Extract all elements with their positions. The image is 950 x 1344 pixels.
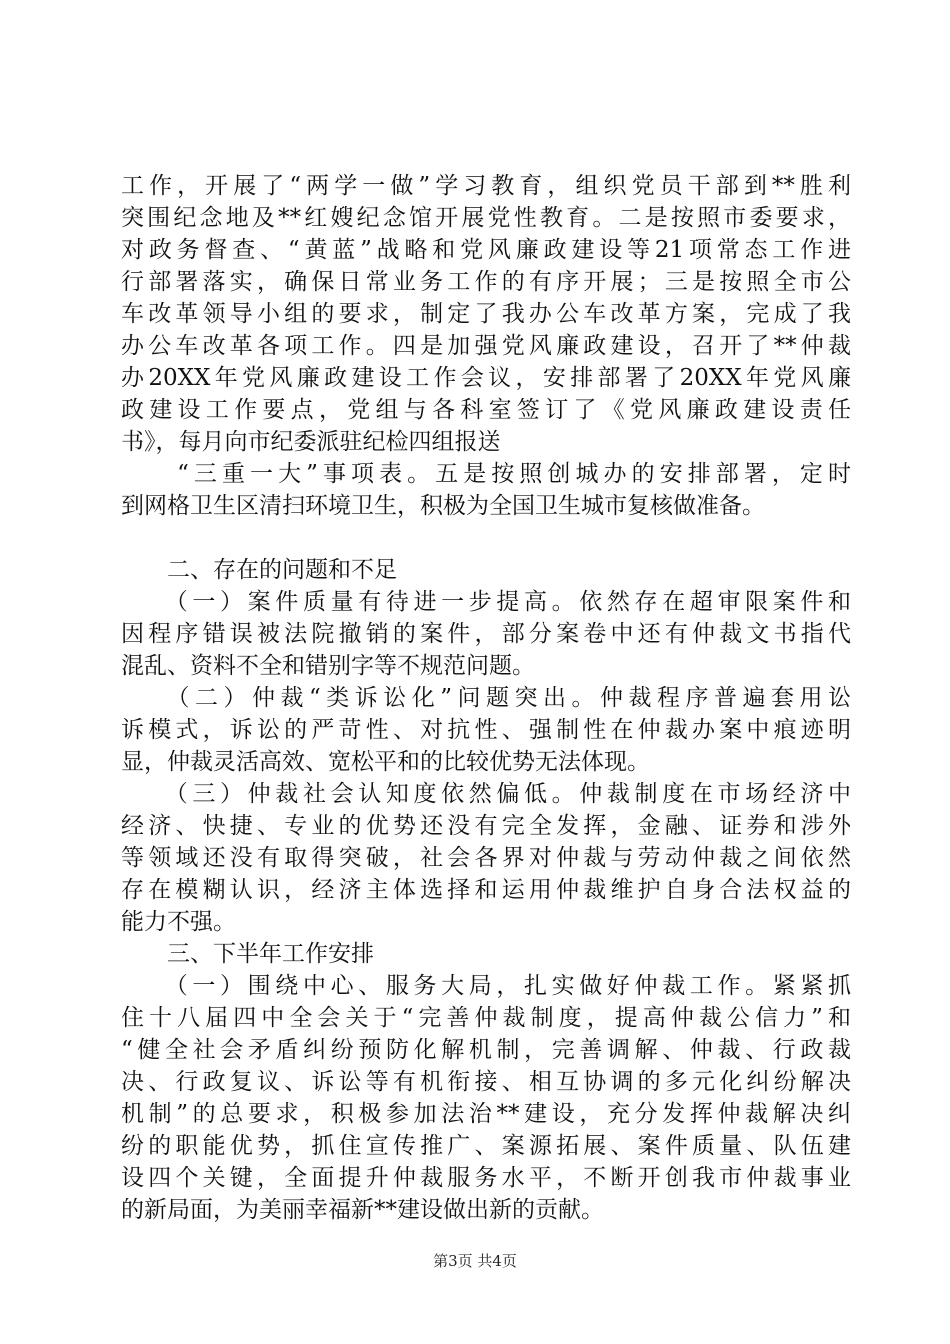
document-body	[121, 170, 851, 1226]
text-line: 决、行政复议、诉讼等有机衔接、相互协调的多元化纠纷解决	[121, 1069, 851, 1095]
text-line: 经济、快捷、专业的优势还没有完全发挥，金融、证券和涉外	[121, 813, 851, 839]
text-line: 办公车改革各项工作。四是加强党风廉政建设，召开了**仲裁	[121, 333, 851, 359]
text-line: 诉模式，诉讼的严苛性、对抗性、强制性在仲裁办案中痕迹明	[121, 717, 851, 743]
text-line: 机制”的总要求，积极参加法治**建设，充分发挥仲裁解决纠	[121, 1101, 851, 1127]
text-line: （三）仲裁社会认知度依然偏低。仲裁制度在市场经济中	[121, 781, 851, 807]
text-line: 存在模糊认识，经济主体选择和运用仲裁维护自身合法权益的	[121, 877, 851, 903]
text-line: 显，仲裁灵活高效、宽松平和的比较优势无法体现。	[121, 749, 650, 775]
text-line: 车改革领导小组的要求，制定了我办公车改革方案，完成了我	[121, 301, 851, 327]
text-line: 能力不强。	[121, 909, 236, 935]
text-line: （二）仲裁“类诉讼化”问题突出。仲裁程序普遍套用讼	[121, 685, 851, 711]
paragraph-gap	[121, 522, 851, 554]
text-line: 等领域还没有取得突破，社会各界对仲裁与劳动仲裁之间依然	[121, 845, 851, 871]
text-line: 的新局面，为美丽幸福新**建设做出新的贡献。	[121, 1197, 604, 1223]
text-line: 办20XX年党风廉政建设工作会议，安排部署了20XX年党风廉	[121, 365, 851, 391]
text-line: 到网格卫生区清扫环境卫生，积极为全国卫生城市复核做准备。	[121, 493, 765, 519]
text-line: 住十八届四中全会关于“完善仲裁制度，提高仲裁公信力”和	[121, 1005, 851, 1031]
text-line: 书》，每月向市纪委派驻纪检四组报送	[121, 429, 501, 455]
text-line: “健全社会矛盾纠纷预防化解机制，完善调解、仲裁、行政裁	[121, 1037, 851, 1063]
text-line: 纷的职能优势，抓住宣传推广、案源拓展、案件质量、队伍建	[121, 1133, 851, 1159]
text-line: 行部署落实，确保日常业务工作的有序开展；三是按照全市公	[121, 269, 851, 295]
section-heading-problems: 二、存在的问题和不足	[121, 557, 397, 583]
text-line: 混乱、资料不全和错别字等不规范问题。	[121, 653, 535, 679]
text-line: 政建设工作要点，党组与各科室签订了《党风廉政建设责任	[121, 397, 851, 423]
text-line: （一）案件质量有待进一步提高。依然存在超审限案件和	[121, 589, 851, 615]
paragraph-section1-tail	[121, 458, 851, 522]
section-heading-plan: 三、下半年工作安排	[121, 941, 374, 967]
text-line: 因程序错误被法院撤销的案件，部分案卷中还有仲裁文书指代	[121, 621, 851, 647]
paragraph-problem-1	[121, 586, 851, 682]
paragraph-problem-2	[121, 682, 851, 778]
paragraph-plan-1	[121, 970, 851, 1226]
paragraph-section1-continued	[121, 170, 851, 458]
page-number-footer: 第3页 共4页	[433, 1252, 517, 1270]
text-line: 工作，开展了“两学一做”学习教育，组织党员干部到**胜利	[121, 173, 851, 199]
text-line: 对政务督查、“黄蓝”战略和党风廉政建设等21项常态工作进	[121, 237, 851, 263]
text-line: 突围纪念地及**红嫂纪念馆开展党性教育。二是按照市委要求，	[121, 205, 851, 231]
paragraph-problem-3	[121, 778, 851, 938]
text-line: 设四个关键，全面提升仲裁服务水平，不断开创我市仲裁事业	[121, 1165, 851, 1191]
text-line: “三重一大”事项表。五是按照创城办的安排部署，定时	[121, 461, 851, 487]
text-line: （一）围绕中心、服务大局，扎实做好仲裁工作。紧紧抓	[121, 973, 851, 999]
